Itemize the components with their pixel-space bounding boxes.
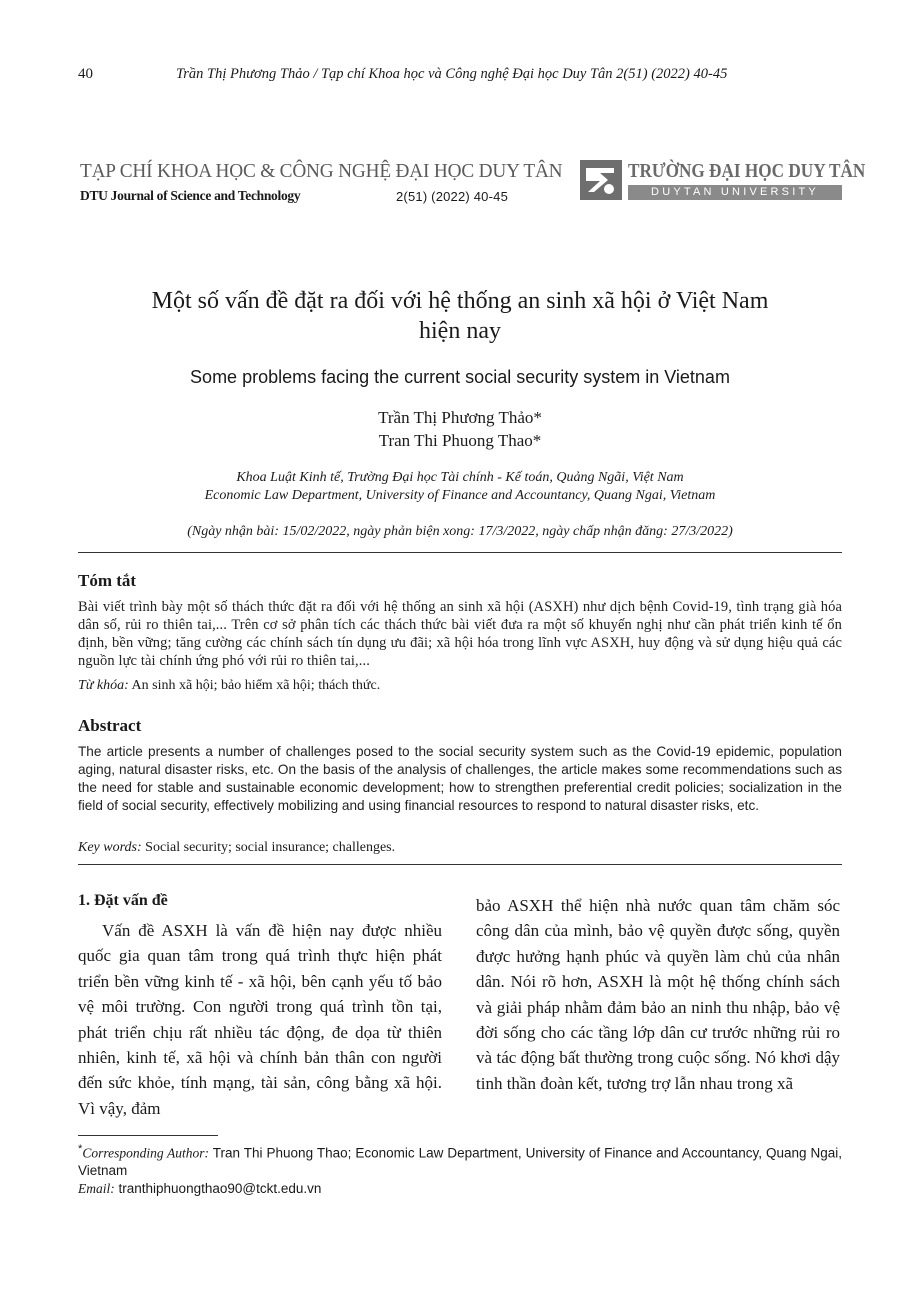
article-title-vietnamese bbox=[80, 286, 840, 346]
body-left-column: Vấn đề ASXH là vấn đề hiện nay được nhiều quốc gia quan tâm trong quá trình thực hiện phát triển bền vững kinh tế - xã hội, bên cạnh yếu tố bảo vệ môi trường. Con người trong quá trình tồn tại, phát triển chịu rất nhiều tác động, đe dọa từ thiên nhiên, kinh tế, xã hội và chính bản thân con người đến sức khỏe, tính mạng, tài sản, công bằng xã hội. Vì vậy, đảm bbox=[78, 921, 442, 1118]
keywords-english bbox=[78, 840, 395, 856]
affiliation-vietnamese: Khoa Luật Kinh tế, Trường Đại học Tài chính - Kế toán, Quảng Ngãi, Việt Nam bbox=[236, 470, 684, 485]
keywords-label: Từ khóa: bbox=[78, 678, 129, 693]
keywords-label: Key words: bbox=[78, 840, 142, 855]
divider bbox=[78, 864, 842, 865]
footnote-marker: * bbox=[78, 1143, 83, 1155]
title-line-2: hiện nay bbox=[419, 318, 501, 344]
section-heading: 1. Đặt vấn đề bbox=[78, 892, 168, 909]
keywords-value: Social security; social insurance; challenges. bbox=[145, 840, 396, 855]
corresponding-author bbox=[78, 1141, 842, 1180]
summary-heading: Tóm tắt bbox=[78, 571, 137, 590]
journal-issue: 2(51) (2022) 40-45 bbox=[396, 189, 508, 204]
article-title-english: Some problems facing the current social security system in Vietnam bbox=[190, 367, 730, 387]
author-vietnamese: Trần Thị Phương Thảo* bbox=[378, 408, 542, 427]
summary-text: Bài viết trình bày một số thách thức đặt ra đối với hệ thống an sinh xã hội (ASXH) như dịch bệnh Covid-19, tình trạng già hóa dân số, rủi ro thiên tai,... Trên cơ sở phân tích các thách thức bài viết đưa ra một số khuyến nghị như cần phát triển kinh tế ổn định, bền vững; tăng cường các chính sách tín dụng ưu đãi; xã hội hóa trong lĩnh vực ASXH, huy động và sử dụng hiệu quả các nguồn lực tài chính ứng phó với rủi ro thiên tai,... bbox=[78, 599, 842, 669]
title-line-1: Một số vấn đề đặt ra đối với hệ thống an sinh xã hội ở Việt Nam bbox=[151, 288, 769, 314]
corresponding-author-text: Tran Thi Phuong Thao; Economic Law Department, University of Finance and Accountancy, Quang Ngai, Vietnam bbox=[78, 1145, 842, 1178]
corresponding-author-label: Corresponding Author: bbox=[82, 1145, 210, 1161]
university-logo-icon bbox=[580, 160, 622, 200]
email-address[interactable]: tranthiphuongthao90@tckt.edu.vn bbox=[118, 1180, 322, 1196]
body-right-column: bảo ASXH thể hiện nhà nước quan tâm chăm sóc công dân của mình, bảo vệ quyền được sống, quyền được hưởng hạnh phúc và quyền làm chủ của nhân dân. Nói rõ hơn, ASXH là một hệ thống chính sách và giải pháp nhằm đảm bảo an ninh thu nhập, bảo vệ đời sống cho các tầng lớp dân cư trước những rủi ro và tác động bất thường trong cuộc sống. Nó khơi dậy tinh thần đoàn kết, tương trợ lẫn nhau trong xã bbox=[476, 896, 840, 1093]
journal-name-english: DTU Journal of Science and Technology bbox=[80, 188, 301, 203]
submission-dates: (Ngày nhận bài: 15/02/2022, ngày phản biện xong: 17/3/2022, ngày chấp nhận đăng: 27/3/2022) bbox=[187, 524, 733, 539]
email-line bbox=[78, 1180, 842, 1198]
author-english: Tran Thi Phuong Thao* bbox=[378, 431, 542, 450]
email-label: Email: bbox=[78, 1180, 115, 1196]
keywords-value: An sinh xã hội; bảo hiểm xã hội; thách thức. bbox=[131, 678, 381, 693]
journal-name: TẠP CHÍ KHOA HỌC & CÔNG NGHỆ ĐẠI HỌC DUY TÂN bbox=[80, 160, 563, 182]
running-header bbox=[78, 66, 842, 88]
running-title: Trần Thị Phương Thảo / Tạp chí Khoa học và Công nghệ Đại học Duy Tân 2(51) (2022) 40-45 bbox=[176, 66, 728, 82]
university-subtitle: DUYTAN UNIVERSITY bbox=[628, 185, 842, 200]
university-name: TRƯỜNG ĐẠI HỌC DUY TÂN bbox=[628, 160, 866, 182]
page-number: 40 bbox=[78, 66, 93, 82]
abstract-text: The article presents a number of challenges posed to the social security system such as the Covid-19 epidemic, population aging, natural disaster risks, etc. On the basis of the analysis of challenges, the article makes some recommendations such as the need for stable and sustainable economic development; how to strengthen preferential credit policies; socialization in the field of social security, effectively mobilizing and using financial resources to respond to natural disaster risks, etc. bbox=[78, 744, 842, 813]
footnote-rule bbox=[78, 1135, 218, 1136]
footnote bbox=[78, 1141, 842, 1197]
divider bbox=[78, 552, 842, 553]
abstract-heading: Abstract bbox=[78, 716, 142, 735]
keywords-vietnamese bbox=[78, 678, 380, 694]
affiliation-english: Economic Law Department, University of Finance and Accountancy, Quang Ngai, Vietnam bbox=[204, 488, 716, 503]
